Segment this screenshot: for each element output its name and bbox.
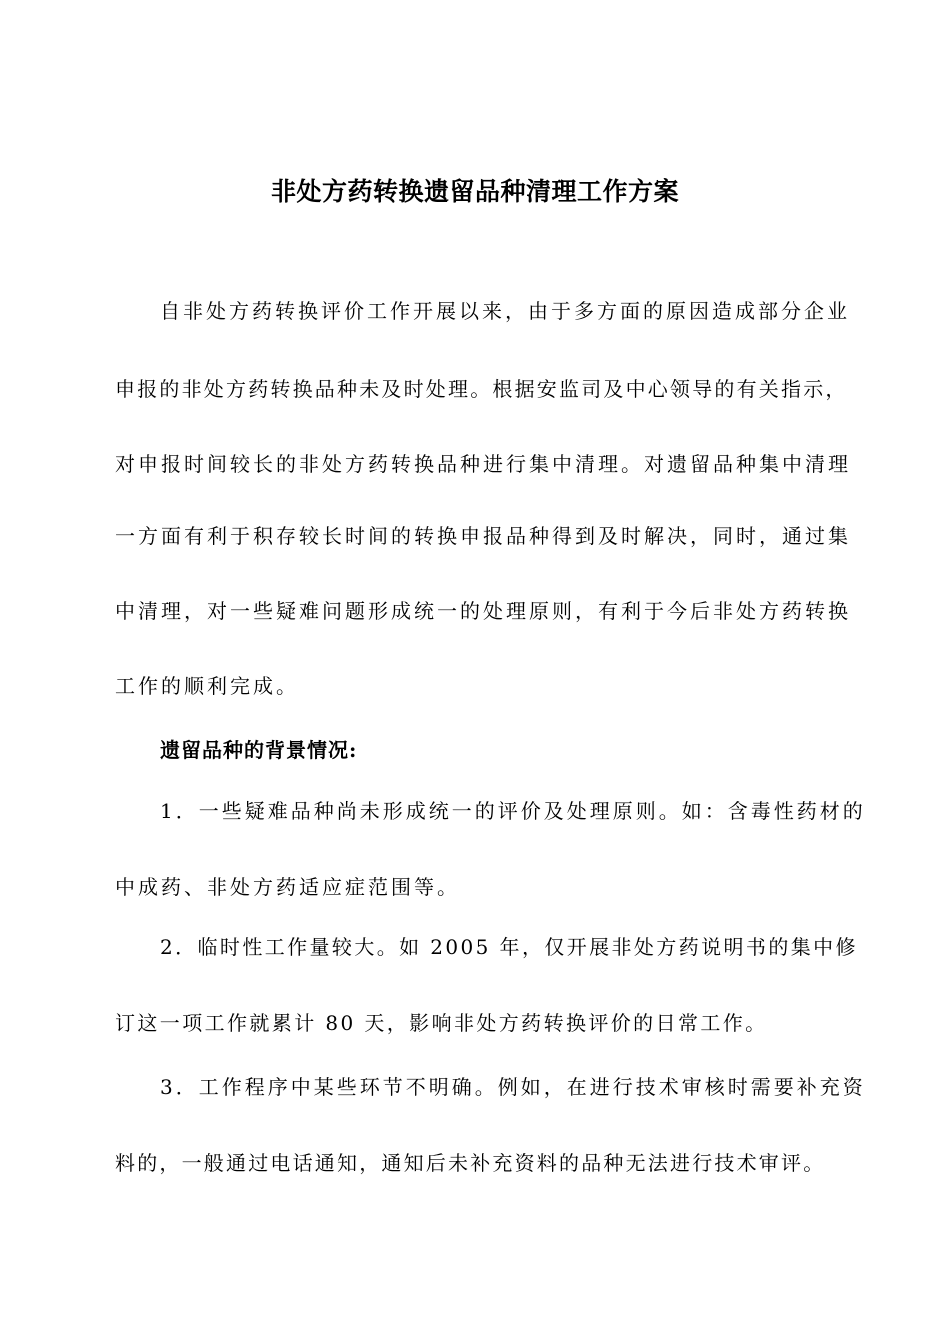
list-item-line: 订这一项工作就累计 80 天，影响非处方药转换评价的日常工作。 [115, 1011, 768, 1035]
list-item-line: 中成药、非处方药适应症范围等。 [115, 875, 460, 899]
section-heading: 遗留品种的背景情况: [160, 738, 358, 762]
intro-line: 对申报时间较长的非处方药转换品种进行集中清理。对遗留品种集中清理 [115, 452, 851, 476]
list-item-line: 1．一些疑难品种尚未形成统一的评价及处理原则。如：含毒性药材的 [160, 799, 866, 823]
list-item-line: 3．工作程序中某些环节不明确。例如，在进行技术审核时需要补充资 [160, 1075, 866, 1099]
list-item-line: 料的，一般通过电话通知，通知后未补充资料的品种无法进行技术审评。 [115, 1151, 826, 1175]
list-item-line: 2．临时性工作量较大。如 2005 年，仅开展非处方药说明书的集中修 [160, 935, 858, 959]
intro-line: 中清理，对一些疑难问题形成统一的处理原则，有利于今后非处方药转换 [115, 599, 851, 623]
intro-line: 申报的非处方药转换品种未及时处理。根据安监司及中心领导的有关指示， [115, 377, 848, 401]
document-title: 非处方药转换遗留品种清理工作方案 [270, 177, 679, 206]
intro-line: 自非处方药转换评价工作开展以来，由于多方面的原因造成部分企业 [160, 299, 850, 323]
intro-line: 一方面有利于积存较长时间的转换申报品种得到及时解决，同时，通过集 [115, 524, 851, 548]
intro-line: 工作的顺利完成。 [115, 674, 299, 698]
